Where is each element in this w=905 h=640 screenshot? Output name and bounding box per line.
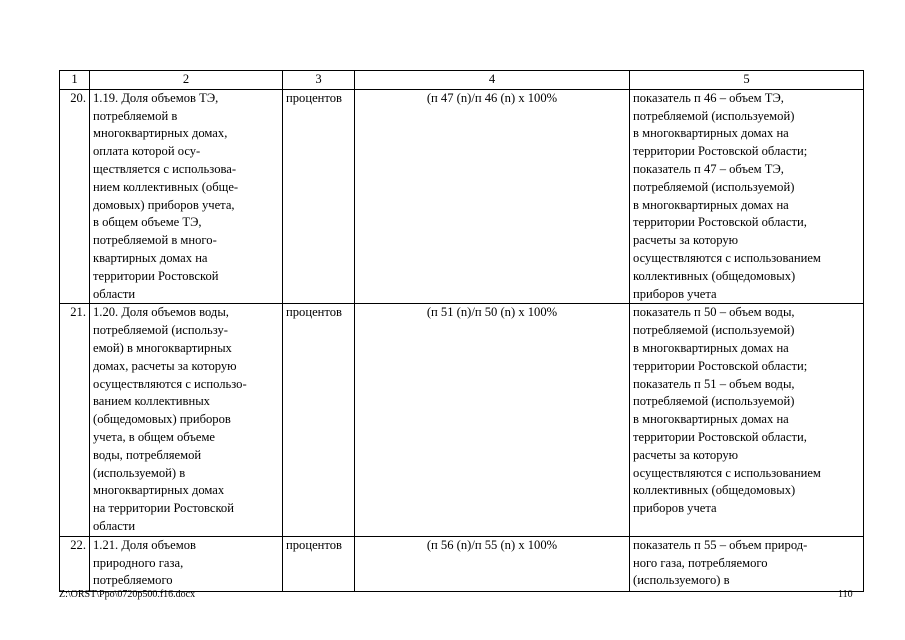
- cell-text-line: нием коллективных (обще-: [93, 179, 239, 194]
- cell-text-line: домовых) приборов учета,: [93, 197, 235, 212]
- footer-file-path: Z:\ORST\Ppo\0720p500.f16.docx: [59, 589, 196, 600]
- cell-text-line: территории Ростовской области;: [633, 358, 808, 373]
- cell-text-line: потребляемого: [93, 573, 173, 588]
- indicator-name: [90, 89, 283, 304]
- cell-text-line: (используемой) в: [93, 465, 186, 480]
- cell-text-line: (общедомовых) приборов: [93, 412, 231, 427]
- cell-text-line: показатель п 55 – объем природ-: [633, 537, 808, 552]
- cell-text-line: на территории Ростовской: [93, 501, 234, 516]
- indicator-name: [90, 304, 283, 536]
- row-number: 21.: [60, 304, 90, 536]
- cell-text-line: потребляемой в много-: [93, 233, 217, 248]
- cell-text-line: осуществляются с использо-: [93, 376, 247, 391]
- cell-text-line: приборов учета: [633, 286, 717, 301]
- cell-text-line: потребляемой (используемой): [633, 179, 795, 194]
- cell-text-line: области: [93, 286, 136, 301]
- cell-text-line: многоквартирных домах: [93, 483, 225, 498]
- column-header: 3: [283, 71, 355, 90]
- cell-text-line: показатель п 50 – объем воды,: [633, 305, 795, 320]
- unit-cell: процентов: [283, 304, 355, 536]
- description-cell: [630, 304, 864, 536]
- cell-text-line: многоквартирных домах,: [93, 126, 228, 141]
- cell-text-line: осуществляются с использованием: [633, 465, 821, 480]
- cell-text-line: потребляемой в: [93, 108, 178, 123]
- cell-text-line: показатель п 51 – объем воды,: [633, 376, 795, 391]
- cell-text-line: в многоквартирных домах на: [633, 197, 789, 212]
- cell-text-line: квартирных домах на: [93, 250, 208, 265]
- cell-text-line: оплата которой осу-: [93, 144, 201, 159]
- cell-text-line: показатель п 47 – объем ТЭ,: [633, 161, 784, 176]
- cell-text-line: в многоквартирных домах на: [633, 412, 789, 427]
- cell-text-line: коллективных (общедомовых): [633, 483, 796, 498]
- cell-text-line: области: [93, 518, 136, 533]
- cell-text-line: емой) в многоквартирных: [93, 340, 232, 355]
- cell-text-line: воды, потребляемой: [93, 447, 202, 462]
- cell-text-line: учета, в общем объеме: [93, 429, 216, 444]
- table-row: [60, 304, 864, 536]
- column-header: 2: [90, 71, 283, 90]
- column-header: 1: [60, 71, 90, 90]
- unit-cell: процентов: [283, 536, 355, 591]
- formula-cell: (п 51 (n)/п 50 (n) х 100%: [355, 304, 630, 536]
- row-number: 22.: [60, 536, 90, 591]
- cell-text-line: 1.19. Доля объемов ТЭ,: [93, 90, 219, 105]
- column-header: 4: [355, 71, 630, 90]
- cell-text-line: потребляемой (используемой): [633, 323, 795, 338]
- page-number: 110: [838, 589, 853, 600]
- description-cell: [630, 89, 864, 304]
- cell-text-line: потребляемой (используемой): [633, 394, 795, 409]
- cell-text-line: коллективных (общедомовых): [633, 268, 796, 283]
- cell-text-line: расчеты за которую: [633, 447, 739, 462]
- cell-text-line: осуществляются с использованием: [633, 250, 821, 265]
- cell-text-line: территории Ростовской области;: [633, 144, 808, 159]
- cell-text-line: домах, расчеты за которую: [93, 358, 237, 373]
- indicator-name: [90, 536, 283, 591]
- cell-text-line: потребляемой (использу-: [93, 323, 228, 338]
- cell-text-line: территории Ростовской: [93, 268, 219, 283]
- cell-text-line: потребляемой (используемой): [633, 108, 795, 123]
- formula-cell: (п 47 (n)/п 46 (n) х 100%: [355, 89, 630, 304]
- cell-text-line: ного газа, потребляемого: [633, 555, 768, 570]
- column-header: 5: [630, 71, 864, 90]
- cell-text-line: в общем объеме ТЭ,: [93, 215, 202, 230]
- table-header-row: [60, 71, 864, 90]
- cell-text-line: показатель п 46 – объем ТЭ,: [633, 90, 784, 105]
- cell-text-line: в многоквартирных домах на: [633, 340, 789, 355]
- formula-cell: (п 56 (n)/п 55 (n) х 100%: [355, 536, 630, 591]
- cell-text-line: 1.21. Доля объемов: [93, 537, 196, 552]
- cell-text-line: расчеты за которую: [633, 233, 739, 248]
- cell-text-line: территории Ростовской области,: [633, 429, 807, 444]
- cell-text-line: (используемого) в: [633, 573, 730, 588]
- indicators-table: [59, 70, 864, 592]
- cell-text-line: 1.20. Доля объемов воды,: [93, 305, 229, 320]
- unit-cell: процентов: [283, 89, 355, 304]
- cell-text-line: территории Ростовской области,: [633, 215, 807, 230]
- cell-text-line: в многоквартирных домах на: [633, 126, 789, 141]
- description-cell: [630, 536, 864, 591]
- cell-text-line: ществляется с использова-: [93, 161, 237, 176]
- table-row: [60, 536, 864, 591]
- cell-text-line: приборов учета: [633, 501, 717, 516]
- cell-text-line: ванием коллективных: [93, 394, 210, 409]
- cell-text-line: природного газа,: [93, 555, 184, 570]
- table-row: [60, 89, 864, 304]
- row-number: 20.: [60, 89, 90, 304]
